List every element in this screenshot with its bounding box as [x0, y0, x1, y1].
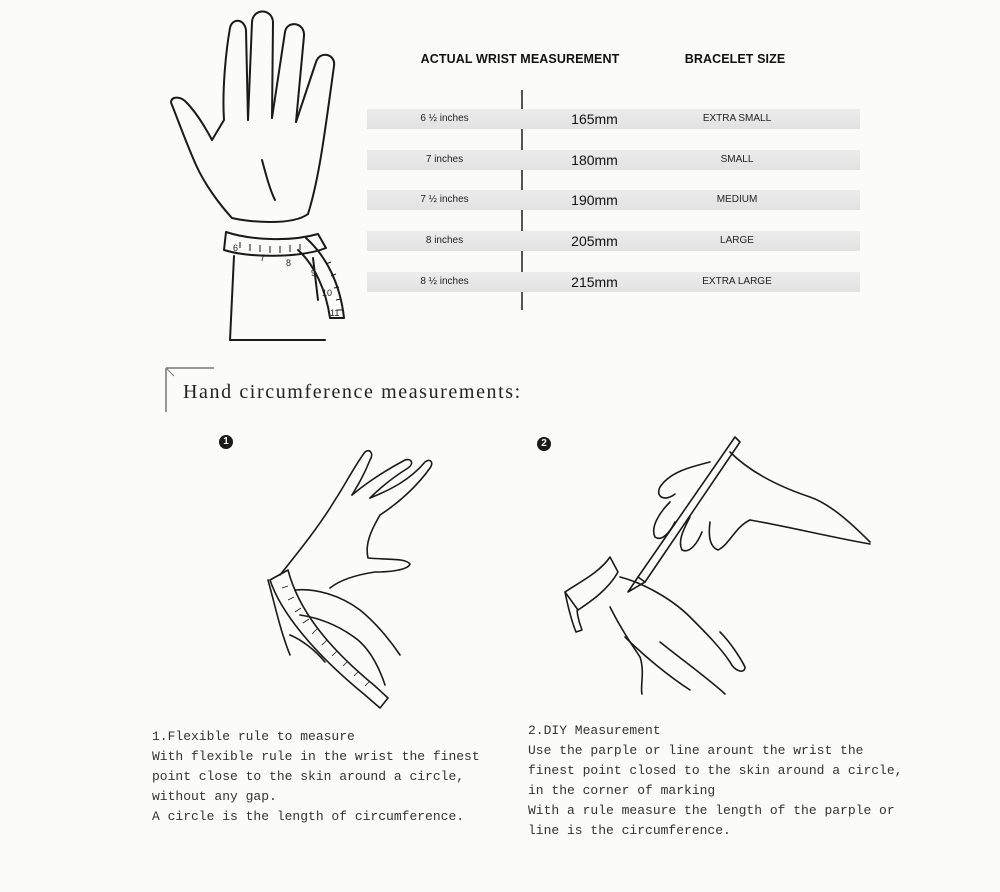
cell-inches: 7 inches	[425, 154, 464, 165]
cell-inches: 7 ½ inches	[420, 194, 469, 205]
cell-mm: 165mm	[571, 111, 618, 127]
cell-size: MEDIUM	[716, 194, 758, 205]
diy-measurement-illustration-icon	[550, 432, 880, 712]
step-text-line: point close to the skin around a circle,	[152, 769, 465, 784]
tape-label: 10	[322, 288, 333, 298]
step-text-line: 2.DIY Measurement	[528, 723, 661, 738]
cell-mm: 215mm	[571, 274, 618, 290]
step-text-line: A circle is the length of circumference.	[152, 809, 465, 824]
tape-label: 11	[330, 308, 340, 318]
step-text-line: finest point closed to the skin around a circle,	[528, 763, 903, 778]
step-text-line: With flexible rule in the wrist the finest	[152, 749, 480, 764]
cell-inches: 8 ½ inches	[420, 276, 469, 287]
cell-mm: 205mm	[571, 233, 618, 249]
step-text-line: line is the circumference.	[528, 823, 731, 838]
cell-inches: 6 ½ inches	[420, 113, 469, 124]
step-text-line: 1.Flexible rule to measure	[152, 729, 355, 744]
cell-mm: 190mm	[571, 192, 618, 208]
step-text-line: With a rule measure the length of the parple or	[528, 803, 895, 818]
table-row	[367, 190, 860, 210]
table-row	[367, 272, 860, 292]
table-row	[367, 109, 860, 129]
cell-mm: 180mm	[571, 152, 618, 168]
hand-outline-icon	[0, 0, 400, 360]
section-title: Hand circumference measurements:	[183, 381, 522, 403]
cell-size: LARGE	[720, 235, 754, 246]
flexible-rule-illustration-icon	[240, 440, 450, 720]
tape-label: 6	[233, 243, 239, 253]
cell-size: EXTRA LARGE	[702, 276, 772, 287]
step-text-line: Use the parple or line arount the wrist the	[528, 743, 864, 758]
step-badge: 2	[537, 437, 551, 451]
cell-inches: 8 inches	[425, 235, 464, 246]
table-row	[367, 231, 860, 251]
header-bracelet-size: BRACELET SIZE	[684, 52, 786, 66]
table-row	[367, 150, 860, 170]
cell-size: SMALL	[720, 154, 754, 165]
cell-size: EXTRA SMALL	[702, 113, 772, 124]
tape-label: 7	[260, 253, 266, 263]
tape-label: 9	[311, 268, 317, 278]
step-badge: 1	[219, 435, 233, 449]
header-measurement: ACTUAL WRIST MEASUREMENT	[420, 52, 620, 66]
step-text-line: in the corner of marking	[528, 783, 716, 798]
step-text-line: without any gap.	[152, 789, 277, 804]
tape-label: 8	[286, 258, 292, 268]
